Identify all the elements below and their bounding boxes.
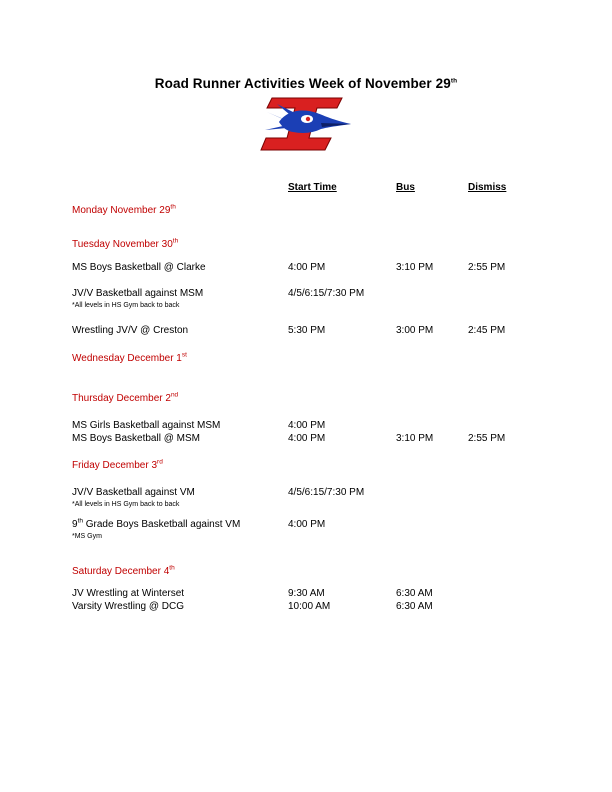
- day-heading-thursday: Thursday December 2nd: [72, 391, 179, 404]
- event-name: MS Boys Basketball @ MSM: [72, 433, 200, 444]
- event-start: 9:30 AM: [288, 588, 325, 599]
- event-dismiss: 2:55 PM: [468, 262, 506, 273]
- header-bus: Bus: [396, 182, 415, 193]
- event-start: 10:00 AM: [288, 601, 331, 612]
- event-dismiss: 2:55 PM: [468, 433, 506, 444]
- event-name: MS Girls Basketball against MSM: [72, 420, 221, 431]
- event-note: *MS Gym: [72, 533, 102, 540]
- roadrunner-logo-icon: [259, 96, 354, 154]
- event-bus: 3:10 PM: [396, 262, 434, 273]
- event-name: JV/V Basketball against VM: [72, 487, 195, 498]
- event-name: 9th Grade Boys Basketball against VM: [72, 517, 241, 530]
- event-note: *All levels in HS Gym back to back: [72, 501, 180, 508]
- event-dismiss: 2:45 PM: [468, 325, 506, 336]
- day-heading-friday: Friday December 3rd: [72, 458, 163, 471]
- event-bus: 6:30 AM: [396, 588, 433, 599]
- day-heading-wednesday: Wednesday December 1st: [72, 351, 187, 364]
- event-start: 4:00 PM: [288, 433, 326, 444]
- event-name: Varsity Wrestling @ DCG: [72, 601, 185, 612]
- event-start: 4:00 PM: [288, 420, 326, 431]
- event-start: 4/5/6:15/7:30 PM: [288, 288, 365, 299]
- event-bus: 3:00 PM: [396, 325, 434, 336]
- event-name: Wrestling JV/V @ Creston: [72, 325, 189, 336]
- page-title: Road Runner Activities Week of November 29th: [154, 76, 458, 91]
- header-dismiss: Dismiss: [468, 182, 507, 193]
- event-name: JV Wrestling at Winterset: [72, 588, 185, 599]
- event-start: 4:00 PM: [288, 262, 326, 273]
- event-bus: 3:10 PM: [396, 433, 434, 444]
- event-bus: 6:30 AM: [396, 601, 433, 612]
- event-note: *All levels in HS Gym back to back: [72, 302, 180, 309]
- event-start: 4/5/6:15/7:30 PM: [288, 487, 365, 498]
- day-heading-tuesday: Tuesday November 30th: [72, 237, 179, 250]
- event-name: JV/V Basketball against MSM: [72, 288, 204, 299]
- day-heading-saturday: Saturday December 4th: [72, 564, 175, 577]
- event-start: 4:00 PM: [288, 519, 326, 530]
- event-name: MS Boys Basketball @ Clarke: [72, 262, 206, 273]
- header-start-time: Start Time: [288, 182, 337, 193]
- event-start: 5:30 PM: [288, 325, 326, 336]
- day-heading-monday: Monday November 29th: [72, 203, 176, 216]
